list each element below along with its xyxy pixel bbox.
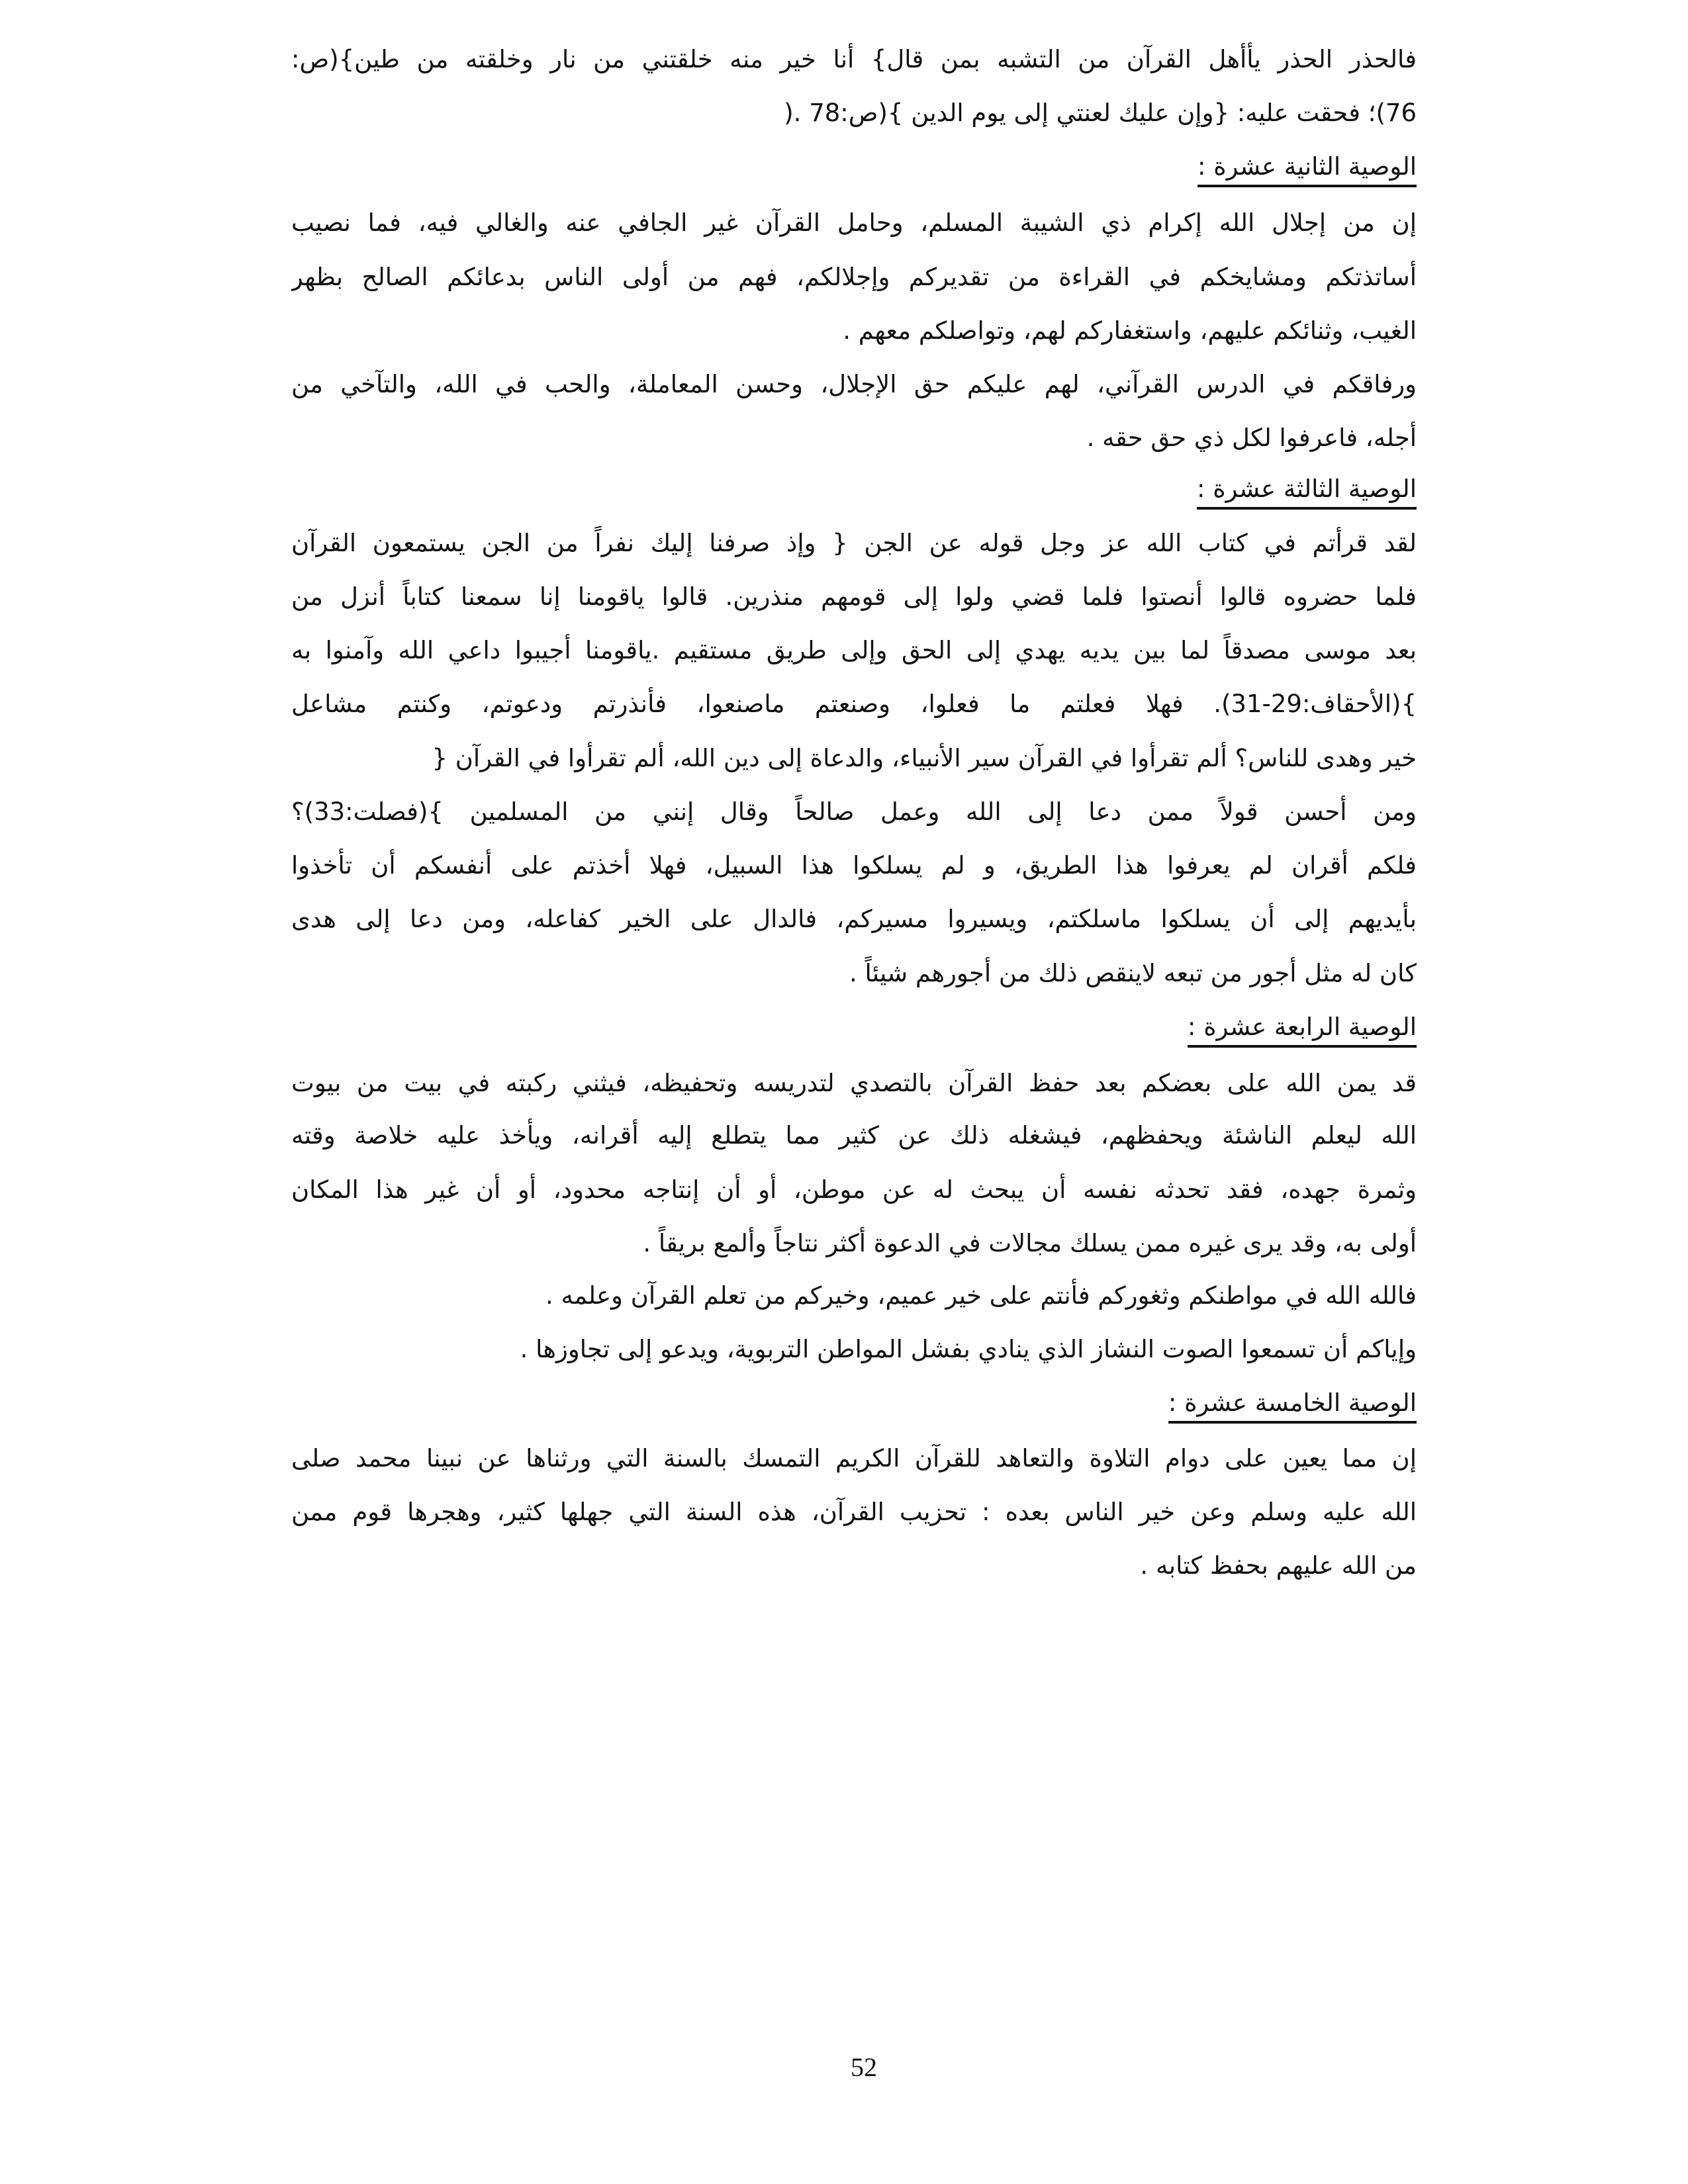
text-line: إن من إجلال الله إكرام ذي الشيبة المسلم، وحامل القرآن غير الجافي عنه والغالي فيه، فما نصيب (291, 208, 1417, 237)
heading-text: الوصية الرابعة عشرة : (1188, 1013, 1417, 1048)
text-line: كان له مثل أجور من تبعه لاينقص ذلك من أجورهم شيئاً . (849, 959, 1417, 987)
page-number: 52 (851, 2052, 877, 2082)
text-line: الله ليعلم الناشئة ويحفظهم، فيشغله ذلك عن كثير مما يتطلع إليه أقرانه، ويأخذ عليه خلاصة وقته (291, 1121, 1417, 1150)
text-line: أساتذتكم ومشايخكم في القراءة من تقديركم وإجلالكم، فهم من أولى الناس بدعائكم الصالح بظهر (291, 263, 1417, 291)
section-heading (291, 1377, 1417, 1430)
heading-text: الوصية الخامسة عشرة : (1168, 1388, 1417, 1424)
section-heading (291, 1001, 1417, 1054)
text-line: فالله الله في مواطنكم وثغوركم فأنتم على خير عميم، وخيركم من تعلم القرآن وعلمه . (545, 1281, 1417, 1310)
text-line: فلما حضروه قالوا أنصتوا فلما قضي ولوا إلى قومهم منذرين. قالوا ياقومنا إنا سمعنا كتاباً أنزل من (291, 582, 1417, 611)
text-line: إن مما يعين على دوام التلاوة والتعاهد للقرآن الكريم التمسك بالسنة التي ورثناها عن نبينا محمد صلى (291, 1444, 1417, 1473)
text-line: من الله عليهم بحفظ كتابه . (1140, 1551, 1417, 1580)
text-line: }(الأحقاف:29-31). فهلا فعلتم ما فعلوا، وصنعتم ماصنعوا، فأنذرتم ودعوتم، وكنتم مشاعل (291, 690, 1417, 718)
heading-text: الوصية الثانية عشرة : (1197, 152, 1417, 187)
text-line: خير وهدى للناس؟ ألم تقرأوا في القرآن سير الأنبياء، والدعاة إلى دين الله، ألم تقرأوا في القرآن { (432, 744, 1417, 772)
text-line: قد يمن الله على بعضكم بعد حفظ القرآن بالتصدي لتدريسه وتحفيظه، فيثني ركبته في بيت من بيوت (291, 1069, 1417, 1097)
text-line: أجله، فاعرفوا لكل ذي حق حقه . (1086, 424, 1417, 452)
text-line: فلكم أقران لم يعرفوا هذا الطريق، و لم يسلكوا هذا السبيل، فهلا أخذتم على أنفسكم أن تأخذوا (291, 851, 1417, 880)
heading-text: الوصية الثالثة عشرة : (1197, 475, 1417, 510)
text-line: بأيديهم إلى أن يسلكوا ماسلكتم، ويسيروا مسيركم، فالدال على الخير كفاعله، ومن دعا إلى هدى (291, 905, 1417, 933)
text-line: وإياكم أن تسمعوا الصوت النشاز الذي ينادي بفشل المواطن التربوية، ويدعو إلى تجاوزها . (520, 1335, 1417, 1363)
text-line: الغيب، وثنائكم عليهم، واستغفاركم لهم، وتواصلكم معهم . (843, 316, 1417, 345)
text-line: بعد موسى مصدقاً لما بين يديه يهدي إلى الحق وإلى طريق مستقيم .ياقومنا أجيبوا داعي الله وآمنوا به (291, 636, 1417, 664)
text-line: وثمرة جهده، فقد تحدثه نفسه أن يبحث له عن موطن، أو أن إنتاجه محدود، أو أن غير هذا المكان (291, 1175, 1417, 1204)
text-line: لقد قرأتم في كتاب الله عز وجل قوله عن الجن { وإذ صرفنا إليك نفراً من الجن يستمعون القرآن (291, 529, 1417, 557)
text-line: ورفاقكم في الدرس القرآني، لهم عليكم حق الإجلال، وحسن المعاملة، والحب في الله، والتآخي من (291, 370, 1417, 398)
text-line: 76)؛ فحقت عليه: {وإن عليك لعنتي إلى يوم الدين }(ص:78 .( (784, 99, 1417, 127)
text-line: أولى به، وقد يرى غيره ممن يسلك مجالات في الدعوة أكثر نتاجاً وألمع بريقاً . (643, 1229, 1417, 1257)
text-line: ومن أحسن قولاً ممن دعا إلى الله وعمل صالحاً وقال إنني من المسلمين }(فصلت:33)؟ (291, 797, 1417, 826)
text-line: الله عليه وسلم وعن خير الناس بعده : تحزيب القرآن، هذه السنة التي جهلها كثير، وهجرها قوم ممن (291, 1498, 1417, 1526)
section-heading (291, 140, 1417, 193)
section-heading (291, 463, 1417, 516)
text-line: فالحذر الحذر يأأهل القرآن من التشبه بمن قال} أنا خير منه خلقتني من نار وخلقته من طين}(ص: (291, 45, 1417, 73)
